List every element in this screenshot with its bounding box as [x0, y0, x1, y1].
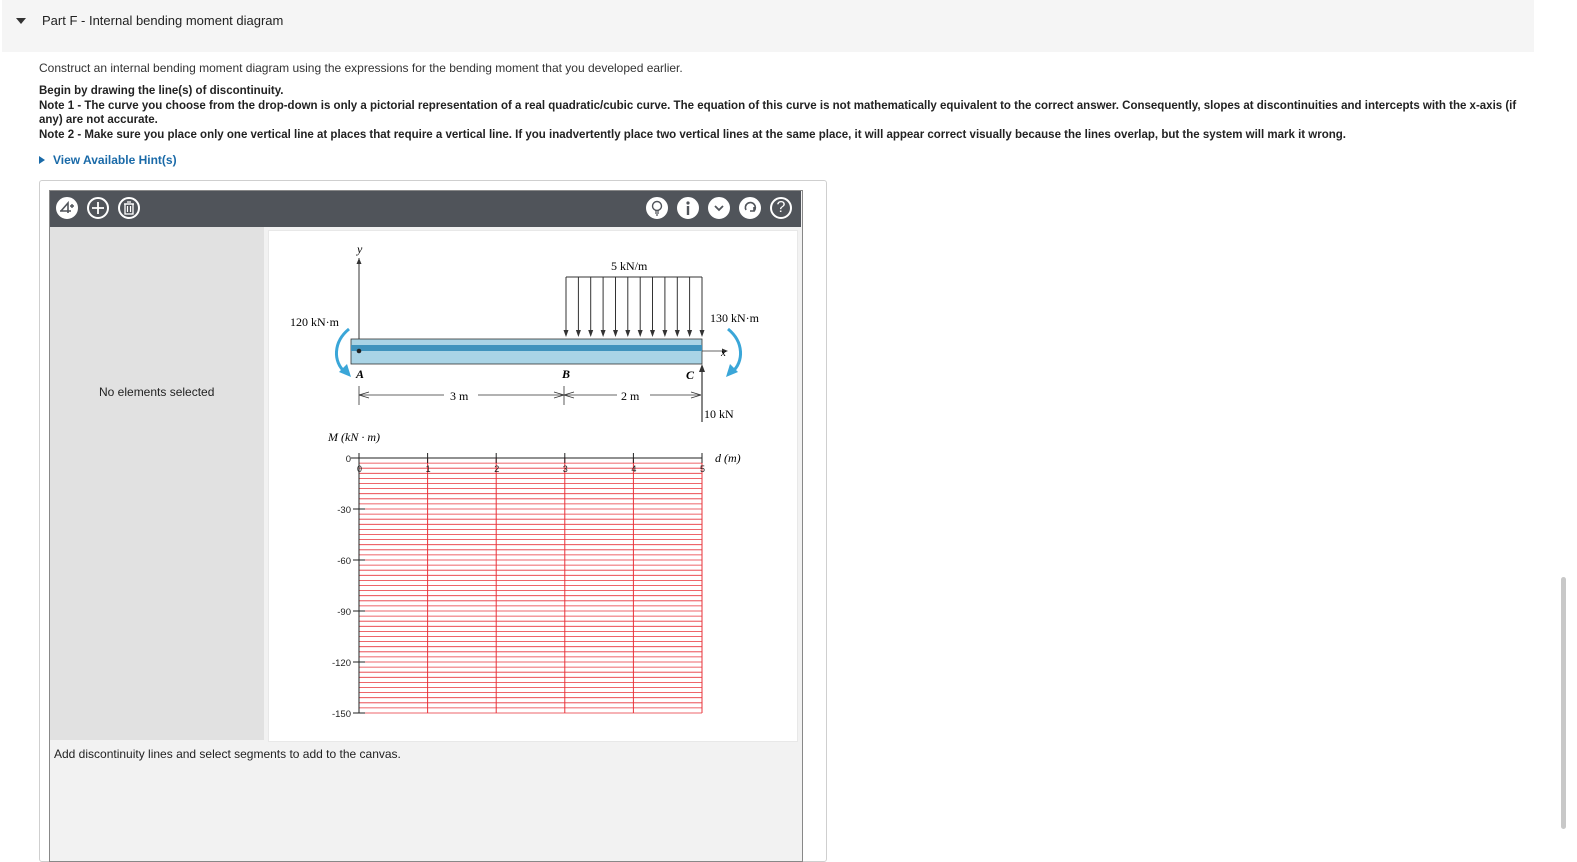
page-scrollbar[interactable]	[1561, 577, 1566, 829]
y-tick-label: -90	[337, 607, 351, 618]
beam-y-arrow	[357, 258, 362, 264]
instruction-message: Add discontinuity lines and select segments to add to the canvas.	[54, 747, 401, 761]
y-tick-label: -120	[331, 658, 351, 669]
span-ab-label: 3 m	[450, 389, 469, 403]
graph-y-axis-label: M (kN · m)	[328, 430, 380, 444]
y-tick-label: -30	[337, 505, 351, 516]
y-tick-label: 0	[345, 454, 351, 465]
distributed-load-arrowheads	[564, 330, 705, 337]
selection-status: No elements selected	[99, 385, 215, 399]
beam-core	[351, 345, 702, 351]
distributed-load-arrows	[566, 277, 702, 335]
note-1: Note 1 - The curve you choose from the drop-down is only a pictorial representation of a real quadratic/cubic curve. The equation of this curve is not mathematically equivalent to the correct answer. Consequently, slopes at discontinuities and intercepts with the x-axis (if any) are not accurate.	[39, 99, 1517, 126]
help-icon[interactable]: ?	[770, 197, 792, 219]
distributed-load-label: 5 kN/m	[611, 259, 648, 273]
part-title: Part F - Internal bending moment diagram	[42, 13, 284, 28]
intro-text: Construct an internal bending moment diagram using the expressions for the bending moment that you developed earlier.	[39, 61, 683, 75]
point-a-label: A	[356, 367, 365, 381]
point-load-arrowhead	[699, 364, 705, 372]
begin-text: Begin by drawing the line(s) of discontinuity.	[39, 85, 284, 97]
moment-grid-ticks	[332, 453, 705, 720]
left-moment-label: 120 kN·m	[290, 315, 339, 329]
x-tick-label: 0	[357, 464, 363, 474]
beam-y-label: y	[357, 242, 363, 256]
x-tick-label: 1	[425, 464, 431, 474]
moment-grid	[359, 458, 702, 713]
y-tick-label: -60	[337, 556, 351, 567]
graph-x-axis-label: d (m)	[715, 451, 741, 465]
x-tick-label: 3	[562, 464, 568, 474]
point-c-label: C	[686, 368, 695, 382]
beam-origin-point	[357, 349, 362, 354]
x-tick-label: 4	[631, 464, 637, 474]
x-tick-label: 2	[494, 464, 500, 474]
beam-body	[351, 339, 702, 364]
point-load-label: 10 kN	[704, 407, 734, 421]
x-tick-label: 5	[700, 464, 706, 474]
span-bc-label: 2 m	[621, 389, 640, 403]
point-b-label: B	[562, 367, 571, 381]
right-moment-label: 130 kN·m	[710, 311, 759, 325]
y-tick-label: -150	[331, 709, 351, 720]
note-2: Note 2 - Make sure you place only one vertical line at places that require a vertical line. If you inadvertently place two vertical lines at the same place, it will appear correct visually because the lines overlap, but the system will mark it wrong.	[39, 128, 1346, 141]
beam-x-label: x	[721, 347, 726, 359]
view-hints-link[interactable]: View Available Hint(s)	[39, 153, 177, 167]
